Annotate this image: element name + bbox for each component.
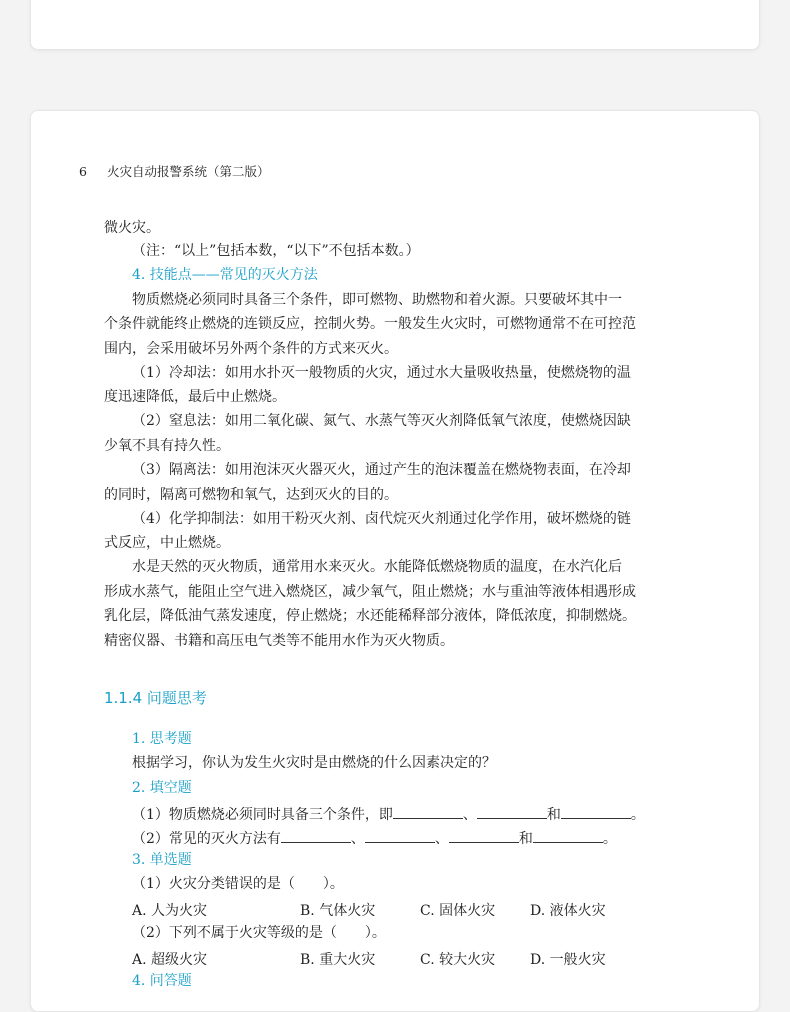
body-line: （3）隔离法：如用泡沫灭火器灭火，通过产生的泡沫覆盖在燃烧物表面，在冷却 — [132, 462, 631, 478]
question-text: 根据学习，你认为发生火灾时是由燃烧的什么因素决定的？ — [132, 755, 496, 771]
body-line: 乳化层，降低油气蒸发速度，停止燃烧；水还能稀释部分液体，降低浓度，抑制燃烧。 — [104, 608, 636, 624]
body-line: 少氧不具有持久性。 — [104, 438, 230, 454]
fill-blank-2: （2）常见的灭火方法有 、 、 和 。 — [132, 828, 617, 847]
body-line: 精密仪器、书籍和高压电气类等不能用水作为灭火物质。 — [104, 633, 454, 649]
option-b: B. 气体火灾 — [300, 903, 376, 919]
option-a: A. 超级火灾 — [132, 952, 208, 968]
question-heading: 2. 填空题 — [132, 780, 192, 796]
body-line: 物质燃烧必须同时具备三个条件，即可燃物、助燃物和着火源。只要破坏其中一 — [132, 292, 622, 308]
answer-blank[interactable] — [477, 804, 547, 819]
answer-blank[interactable] — [365, 828, 435, 843]
body-line: 形成水蒸气，能阻止空气进入燃烧区，减少氧气，阻止燃烧；水与重油等液体相遇形成 — [104, 584, 636, 600]
body-line: （4）化学抑制法：如用干粉灭火剂、卤代烷灭火剂通过化学作用，破坏燃烧的链 — [132, 511, 631, 527]
question-heading: 1. 思考题 — [132, 731, 192, 747]
body-line: 微火灾。 — [104, 220, 160, 236]
page-number: 6 — [79, 164, 87, 179]
body-line: 围内，会采用破坏另外两个条件的方式来灭火。 — [104, 341, 398, 357]
option-c: C. 固体火灾 — [420, 903, 496, 919]
answer-blank[interactable] — [449, 828, 519, 843]
running-header — [79, 162, 269, 180]
answer-blank[interactable] — [393, 804, 463, 819]
body-line: 的同时，隔离可燃物和氧气，达到灭火的目的。 — [104, 487, 398, 503]
body-line: 度迅速降低，最后中止燃烧。 — [104, 389, 286, 405]
answer-blank[interactable] — [281, 828, 351, 843]
fill-blank-1: （1）物质燃烧必须同时具备三个条件，即 、 和 。 — [132, 804, 645, 823]
option-a: A. 人为火灾 — [132, 903, 208, 919]
answer-blank[interactable] — [533, 828, 603, 843]
body-line: 水是天然的灭火物质，通常用水来灭火。水能降低燃烧物质的温度，在水汽化后 — [132, 559, 622, 575]
body-line: 式反应，中止燃烧。 — [104, 535, 230, 551]
option-d: D. 一般火灾 — [530, 952, 606, 968]
book-title: 火灾自动报警系统（第二版） — [106, 164, 270, 179]
body-line: 个条件就能终止燃烧的连锁反应，控制火势。一般发生火灾时，可燃物通常不在可控范 — [104, 316, 636, 332]
body-line: （1）冷却法：如用水扑灭一般物质的火灾，通过水大量吸收热量，使燃烧物的温 — [132, 365, 631, 381]
note-line: （注：“以上”包括本数，“以下”不包括本数。） — [132, 243, 420, 259]
skill-heading: 4. 技能点——常见的灭火方法 — [132, 267, 318, 283]
previous-page-card — [30, 0, 760, 50]
choice-question-1: （1）火灾分类错误的是（ ）。 — [132, 876, 344, 892]
question-heading: 4. 问答题 — [132, 973, 192, 989]
option-b: B. 重大火灾 — [300, 952, 376, 968]
answer-blank[interactable] — [561, 804, 631, 819]
option-c: C. 较大火灾 — [420, 952, 496, 968]
section-heading: 1.1.4 问题思考 — [104, 689, 207, 707]
question-heading: 3. 单选题 — [132, 852, 192, 868]
option-d: D. 液体火灾 — [530, 903, 606, 919]
choice-question-2: （2）下列不属于火灾等级的是（ ）。 — [132, 925, 386, 941]
body-line: （2）窒息法：如用二氧化碳、氮气、水蒸气等灭火剂降低氧气浓度，使燃烧因缺 — [132, 413, 631, 429]
